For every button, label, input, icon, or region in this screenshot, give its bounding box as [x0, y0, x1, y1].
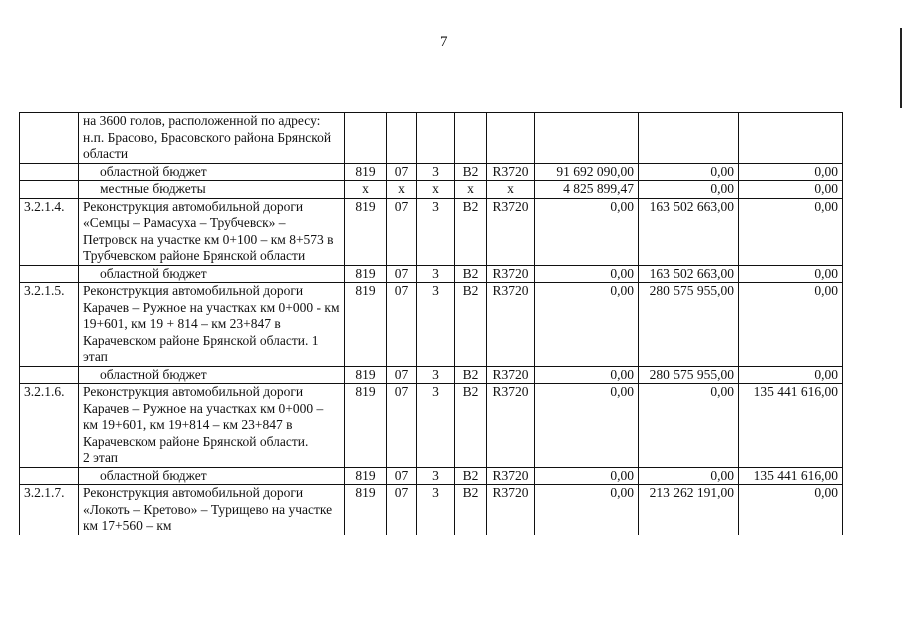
item-name-cell: Реконструкция автомобильной дороги «Локоть – Кретово» – Турищево на участке км 17+560 – км — [79, 485, 345, 535]
item-number-cell: 3.2.1.5. — [20, 283, 79, 367]
gp-code-cell: 819 — [345, 384, 387, 468]
gp-code-cell: 819 — [345, 366, 387, 384]
target-code-cell: R3720 — [487, 384, 535, 468]
value-year2-cell — [639, 113, 739, 164]
section-code-cell: 07 — [387, 265, 417, 283]
value-year3-cell: 0,00 — [739, 198, 843, 265]
table-row — [20, 181, 843, 199]
table-row — [20, 485, 843, 535]
item-number-cell: 3.2.1.4. — [20, 198, 79, 265]
value-year1-cell: 0,00 — [535, 384, 639, 468]
table-row — [20, 113, 843, 164]
gp-code-cell: 819 — [345, 163, 387, 181]
subprogram-code-cell: 3 — [417, 467, 455, 485]
value-year3-cell: 135 441 616,00 — [739, 384, 843, 468]
target-code-cell: R3720 — [487, 467, 535, 485]
section-code-cell: х — [387, 181, 417, 199]
section-code-cell: 07 — [387, 366, 417, 384]
value-year1-cell — [535, 113, 639, 164]
subprogram-code-cell: 3 — [417, 283, 455, 367]
page-number: 7 — [440, 34, 448, 50]
table-row — [20, 283, 843, 367]
subprogram-code-cell: 3 — [417, 485, 455, 535]
value-year1-cell: 0,00 — [535, 366, 639, 384]
target-code-cell: R3720 — [487, 485, 535, 535]
value-year2-cell: 0,00 — [639, 467, 739, 485]
subsection-code-cell: В2 — [455, 366, 487, 384]
value-year1-cell: 0,00 — [535, 467, 639, 485]
value-year3-cell: 0,00 — [739, 366, 843, 384]
budget-source-cell: местные бюджеты — [79, 181, 345, 199]
target-code-cell: R3720 — [487, 366, 535, 384]
target-code-cell: R3720 — [487, 283, 535, 367]
value-year3-cell: 0,00 — [739, 485, 843, 535]
budget-source-cell: областной бюджет — [79, 366, 345, 384]
table-row — [20, 384, 843, 468]
item-name-cell: Реконструкция автомобильной дороги Карачев – Ружное на участках км 0+000 - км 19+601, км 19 + 814 – км 23+847 в Карачевском районе Брянской области. 1 этап — [79, 283, 345, 367]
gp-code-cell: 819 — [345, 265, 387, 283]
subsection-code-cell: х — [455, 181, 487, 199]
value-year1-cell: 0,00 — [535, 283, 639, 367]
gp-code-cell: 819 — [345, 485, 387, 535]
target-code-cell: R3720 — [487, 265, 535, 283]
table-row — [20, 198, 843, 265]
value-year2-cell: 280 575 955,00 — [639, 366, 739, 384]
value-year3-cell: 0,00 — [739, 181, 843, 199]
section-code-cell: 07 — [387, 198, 417, 265]
item-name-cell: Реконструкция автомобильной дороги «Семцы – Рамасуха – Трубчевск» – Петровск на участке км 0+100 – км 8+573 в Трубчевском районе Брянской области — [79, 198, 345, 265]
item-number-cell — [20, 366, 79, 384]
value-year1-cell: 0,00 — [535, 198, 639, 265]
value-year3-cell — [739, 113, 843, 164]
target-code-cell: х — [487, 181, 535, 199]
item-name-cell: на 3600 голов, расположенной по адресу: н.п. Брасово, Брасовского района Брянской области — [79, 113, 345, 164]
section-code-cell: 07 — [387, 485, 417, 535]
section-code-cell: 07 — [387, 384, 417, 468]
table-row — [20, 163, 843, 181]
table-row — [20, 265, 843, 283]
item-number-cell — [20, 113, 79, 164]
subsection-code-cell: В2 — [455, 283, 487, 367]
subsection-code-cell: В2 — [455, 467, 487, 485]
section-code-cell: 07 — [387, 467, 417, 485]
item-name-cell: Реконструкция автомобильной дороги Карачев – Ружное на участках км 0+000 – км 19+601, км 19+814 – км 23+847 в Карачевском районе Брянской области. 2 этап — [79, 384, 345, 468]
value-year2-cell: 163 502 663,00 — [639, 198, 739, 265]
value-year1-cell: 91 692 090,00 — [535, 163, 639, 181]
value-year3-cell: 0,00 — [739, 163, 843, 181]
target-code-cell: R3720 — [487, 198, 535, 265]
gp-code-cell: 819 — [345, 467, 387, 485]
gp-code-cell — [345, 113, 387, 164]
value-year1-cell: 0,00 — [535, 485, 639, 535]
subprogram-code-cell: 3 — [417, 366, 455, 384]
budget-source-cell: областной бюджет — [79, 265, 345, 283]
value-year2-cell: 213 262 191,00 — [639, 485, 739, 535]
value-year1-cell: 0,00 — [535, 265, 639, 283]
section-code-cell: 07 — [387, 283, 417, 367]
section-code-cell — [387, 113, 417, 164]
budget-source-cell: областной бюджет — [79, 163, 345, 181]
gp-code-cell: 819 — [345, 198, 387, 265]
subsection-code-cell: В2 — [455, 265, 487, 283]
value-year2-cell: 280 575 955,00 — [639, 283, 739, 367]
subprogram-code-cell — [417, 113, 455, 164]
subprogram-code-cell: х — [417, 181, 455, 199]
subsection-code-cell: В2 — [455, 485, 487, 535]
item-number-cell — [20, 265, 79, 283]
item-number-cell: 3.2.1.7. — [20, 485, 79, 535]
value-year3-cell: 0,00 — [739, 283, 843, 367]
target-code-cell: R3720 — [487, 163, 535, 181]
value-year3-cell: 0,00 — [739, 265, 843, 283]
item-number-cell — [20, 163, 79, 181]
subsection-code-cell: В2 — [455, 384, 487, 468]
value-year2-cell: 0,00 — [639, 181, 739, 199]
subsection-code-cell — [455, 113, 487, 164]
subsection-code-cell: В2 — [455, 163, 487, 181]
item-number-cell — [20, 181, 79, 199]
section-code-cell: 07 — [387, 163, 417, 181]
value-year2-cell: 163 502 663,00 — [639, 265, 739, 283]
value-year1-cell: 4 825 899,47 — [535, 181, 639, 199]
subprogram-code-cell: 3 — [417, 198, 455, 265]
value-year2-cell: 0,00 — [639, 384, 739, 468]
subprogram-code-cell: 3 — [417, 384, 455, 468]
subprogram-code-cell: 3 — [417, 265, 455, 283]
gp-code-cell: х — [345, 181, 387, 199]
subprogram-code-cell: 3 — [417, 163, 455, 181]
budget-table — [19, 112, 843, 535]
target-code-cell — [487, 113, 535, 164]
subsection-code-cell: В2 — [455, 198, 487, 265]
item-number-cell: 3.2.1.6. — [20, 384, 79, 468]
budget-source-cell: областной бюджет — [79, 467, 345, 485]
value-year2-cell: 0,00 — [639, 163, 739, 181]
item-number-cell — [20, 467, 79, 485]
table-row — [20, 366, 843, 384]
value-year3-cell: 135 441 616,00 — [739, 467, 843, 485]
gp-code-cell: 819 — [345, 283, 387, 367]
margin-line — [900, 28, 902, 108]
table-row — [20, 467, 843, 485]
